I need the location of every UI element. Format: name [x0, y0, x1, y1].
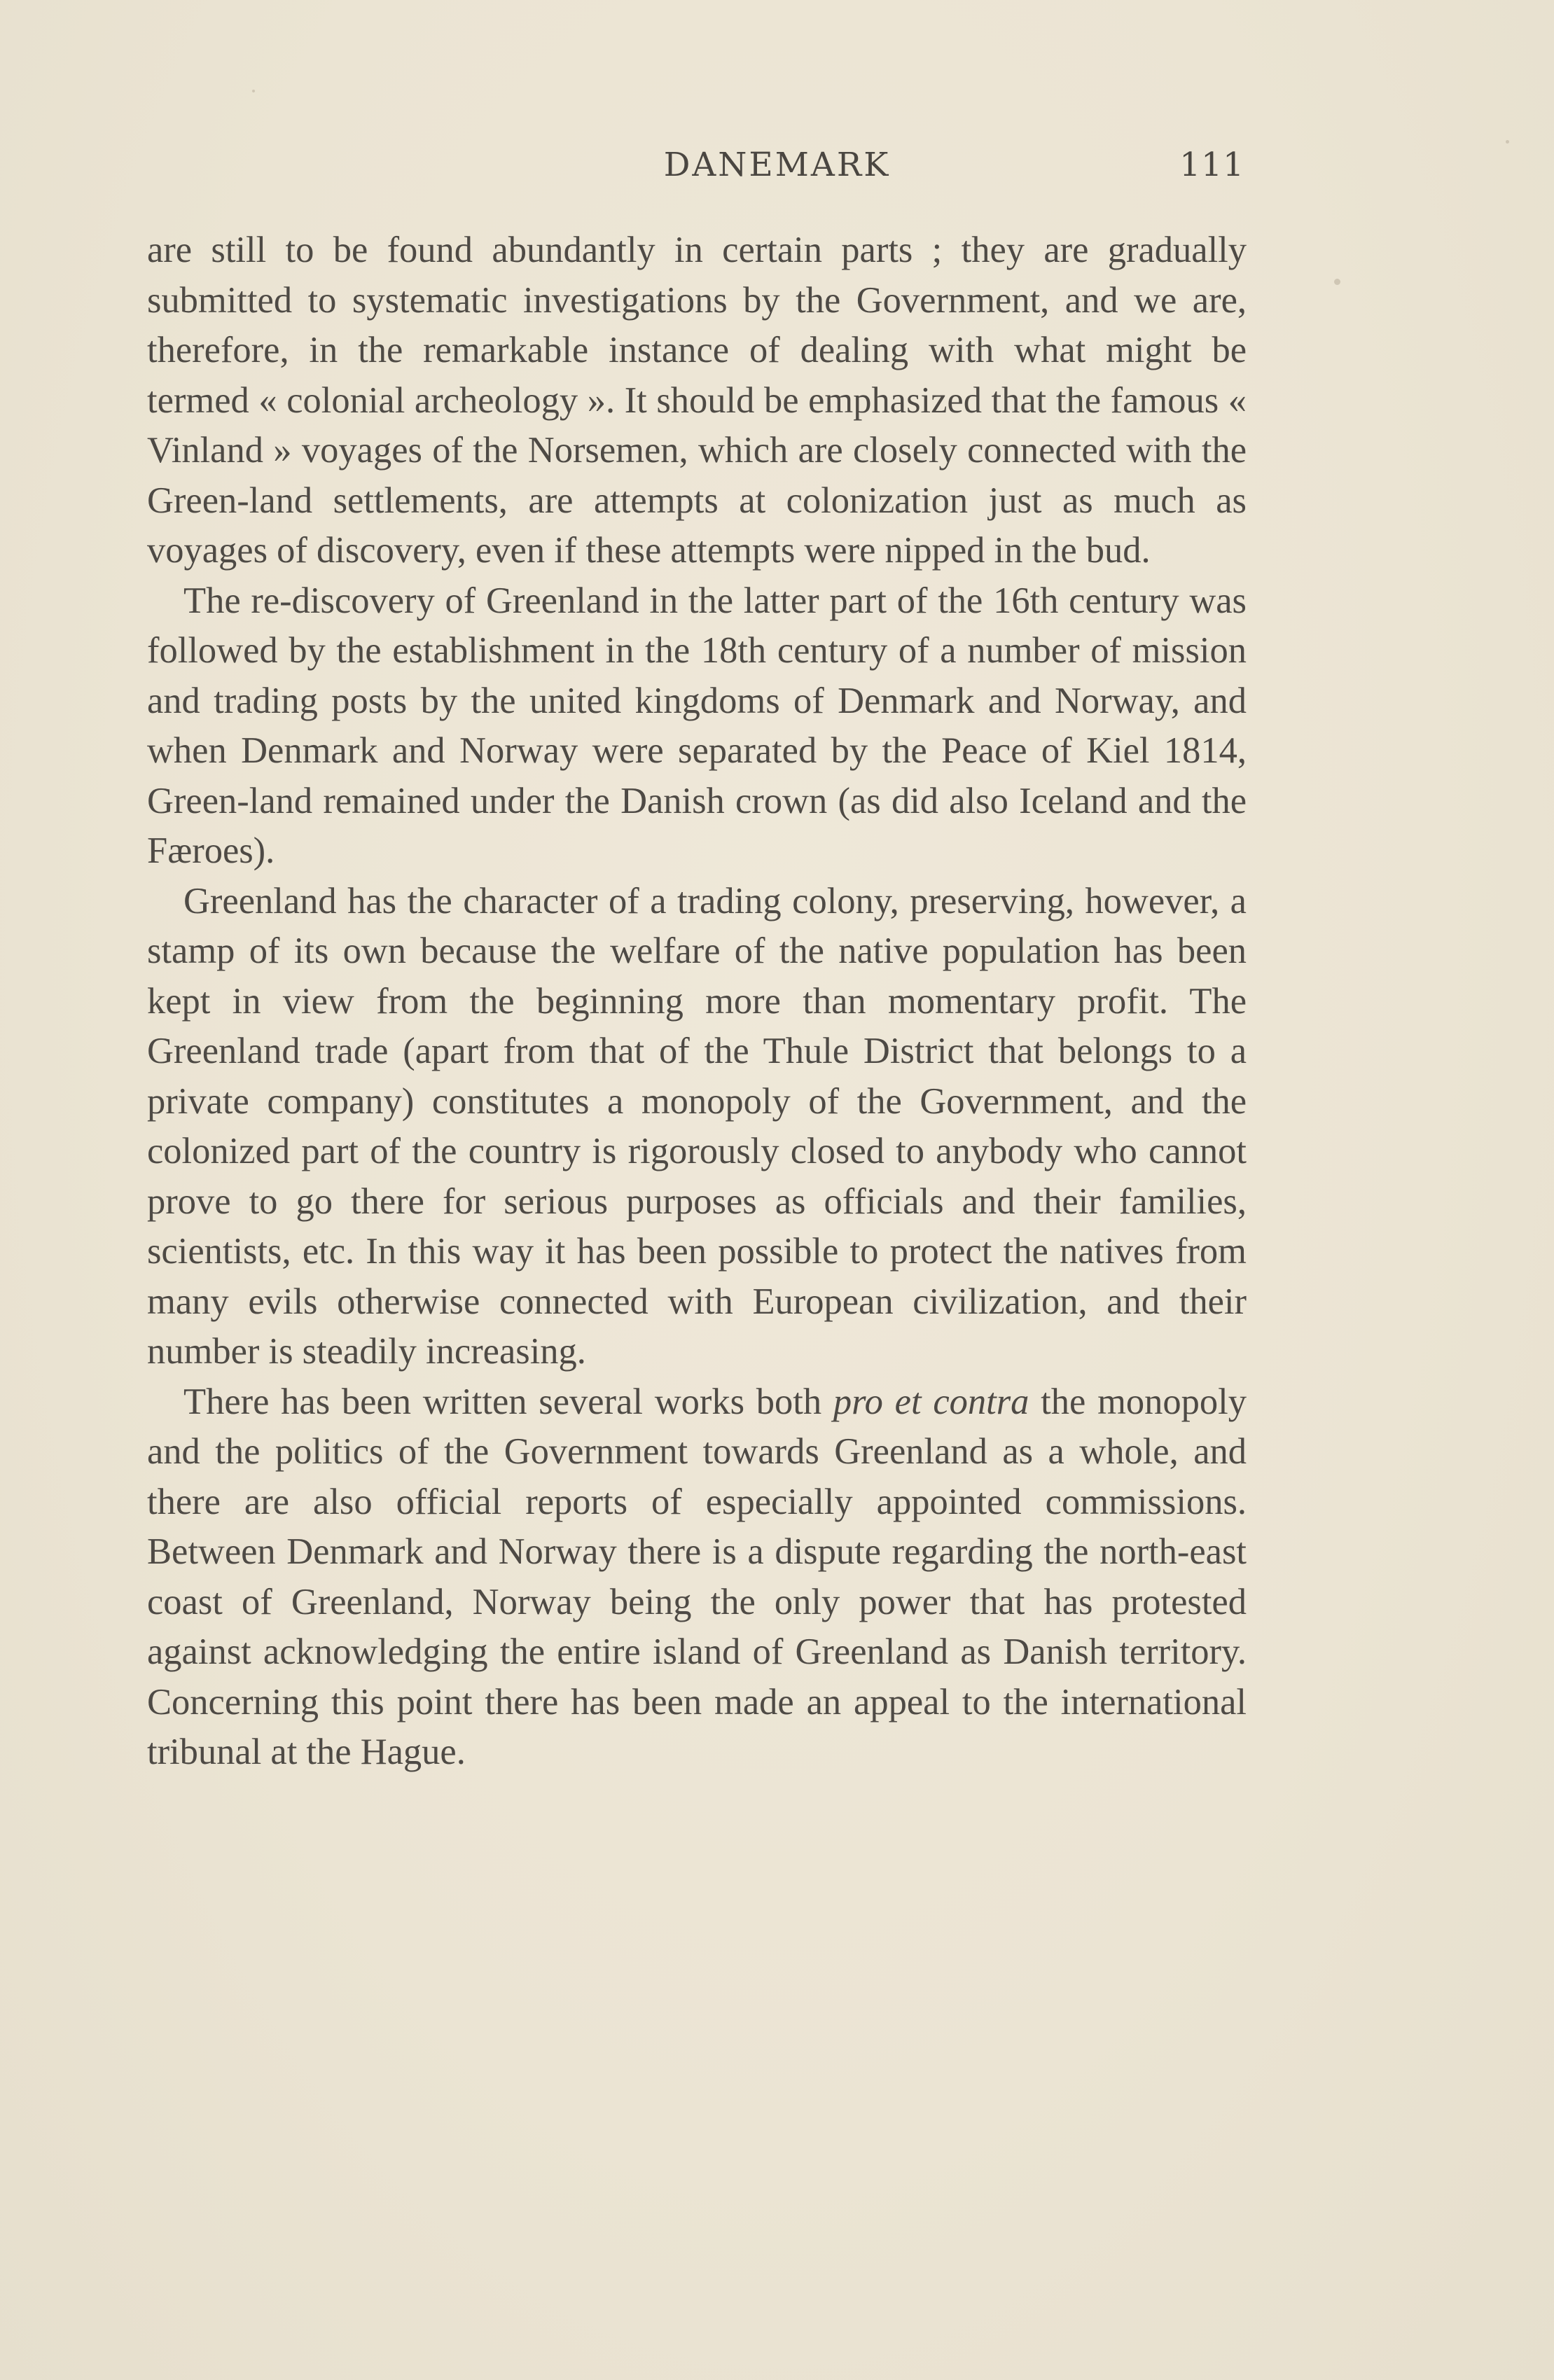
paper-speck	[252, 90, 255, 92]
page-header	[0, 146, 1554, 195]
paper-speck	[1506, 140, 1509, 144]
paragraph-2: The re-discovery of Greenland in the latter part of the 16th century was followed by the establishment in the 18th century of a number of mission and trading posts by the united kingdoms of Denmark and Norway, and when Denmark and Norway were separated by the Peace of Kiel 1814, Green-land remained under the Danish crown (as did also Iceland and the Færoes).	[147, 580, 1247, 871]
running-title: DANEMARK	[663, 146, 891, 184]
paragraph-3: Greenland has the character of a trading colony, preserving, however, a stamp of its own because the welfare of the native population has been kept in view from the beginning more than momentary profit. The Greenland trade (apart from that of the Thule District that belongs to a private company) constitutes a monopoly of the Government, and the colonized part of the country is rigorously closed to anybody who cannot prove to go there for serious purposes as officials and their families, scientists, etc. In this way it has been possible to protect the natives from many evils otherwise connected with European civilization, and their number is steadily increasing.	[147, 880, 1247, 1372]
paragraph-4-start: There has been written several works both	[183, 1381, 833, 1422]
paragraph-4-end: the monopoly and the politics of the Government towards Greenland as a whole, and there are also official reports of especially appointed commissions. Between Denmark and Norway there is a dispute regarding the north-east coast of Greenland, Norway being the only power that has protested against acknowledging the entire island of Greenland as Danish territory. Concerning this point there has been made an appeal to the international tribunal at the Hague.	[147, 1381, 1247, 1772]
paper-speck	[1334, 279, 1340, 285]
body-text	[147, 225, 1247, 1778]
page-number: 111	[1179, 146, 1244, 184]
latin-phrase: pro et contra	[833, 1381, 1029, 1422]
paragraph-4	[147, 1377, 1247, 1778]
paragraph-1: are still to be found abundantly in certain parts ; they are gradually submitted to systematic investigations by the Government, and we are, therefore, in the remarkable instance of dealing with what might be termed « colonial archeology ». It should be emphasized that the famous « Vinland » voyages of the Norsemen, which are closely connected with the Green-land settlements, are attempts at colonization just as much as voyages of discovery, even if these attempts were nipped in the bud.	[147, 230, 1247, 571]
